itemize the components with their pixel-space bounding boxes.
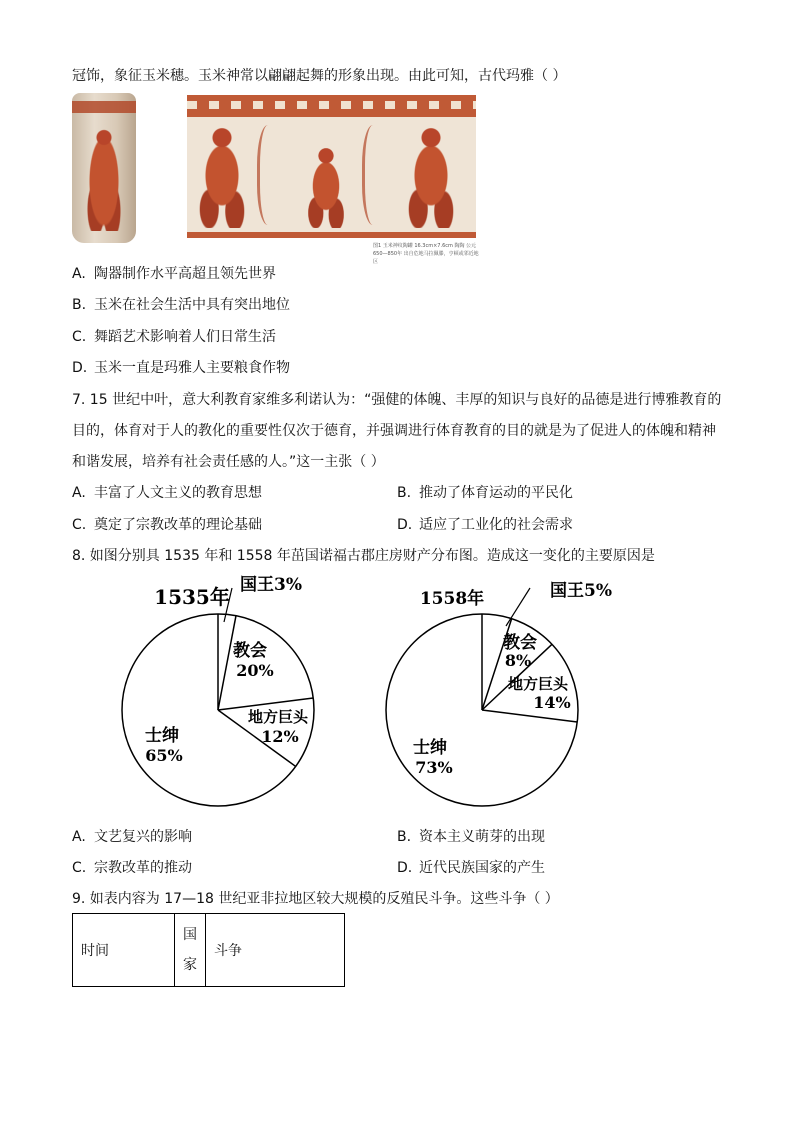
pie-slice-label: 地方巨头 — [507, 675, 569, 693]
pie-slice-value: 73% — [415, 758, 453, 777]
q6-stem-tail: 冠饰，象征玉米穗。玉米神常以翩翩起舞的形象出现。由此可知，古代玛雅（ ） — [72, 68, 567, 84]
q8-stem: 8. 如图分别具 1535 年和 1558 年茁国诺福古郡庄房财产分布图。造成这一变化的主要原因是 — [72, 548, 655, 564]
pie-slice-label: 士绅 — [145, 726, 179, 746]
pie-chart-1558 — [370, 570, 612, 810]
pie-slice-value: 20% — [236, 661, 274, 680]
q6-option-b: B. 玉米在社会生活中具有突出地位 — [72, 297, 290, 313]
pie-slice-value: 65% — [145, 746, 183, 765]
pie-slice-label: 国王5% — [550, 581, 612, 601]
pie-slice-value: 14% — [533, 693, 571, 712]
pie-slice-value: 8% — [504, 651, 532, 670]
q7-option-c: C. 奠定了宗教改革的理论基础 — [72, 517, 262, 533]
q8-option-a: A. 文艺复兴的影响 — [72, 829, 192, 845]
pie-slice-label: 教会 — [233, 641, 267, 661]
maize-god-frieze-image — [187, 95, 476, 238]
image-caption: 图1 玉米神纹陶罐 16.3cm×7.6cm 陶陶 公元650—850年 出自危地马拉佩滕，亨顿或邻近地区 — [373, 243, 479, 265]
q7-stem-line-2: 目的，体育对于人的教化的重要性仅次于德育，并强调进行体育教育的目的就是为了促进人的体魄和精神 — [72, 423, 716, 439]
pie-slice-label: 士绅 — [413, 738, 447, 758]
table-header-time: 时间 — [73, 914, 175, 987]
q6-option-c: C. 舞蹈艺术影响着人们日常生活 — [72, 329, 276, 345]
q9-table — [72, 913, 345, 987]
q8-option-b: B. 资本主义萌芽的出现 — [397, 829, 545, 845]
q9-stem: 9. 如表内容为 17—18 世纪亚非拉地区较大规模的反殖民斗争。这些斗争（ ） — [72, 891, 559, 907]
q7-option-d: D. 适应了工业化的社会需求 — [397, 517, 573, 533]
table-header-row — [73, 914, 345, 987]
q7-stem-line-3: 和谐发展，培养有社会责任感的人。”这一主张（ ） — [72, 454, 385, 470]
q8-option-d: D. 近代民族国家的产生 — [397, 860, 545, 876]
q7-stem-line-1: 7. 15 世纪中叶，意大利教育家维多利诺认为：“强健的体魄、丰厚的知识与良好的品德是进行博雅教育的 — [72, 392, 722, 408]
table-header-struggle: 斗争 — [206, 914, 345, 987]
q7-option-b: B. 推动了体育运动的平民化 — [397, 485, 573, 501]
q7-option-a: A. 丰富了人文主义的教育思想 — [72, 485, 262, 501]
maya-vase-image — [72, 93, 136, 243]
pie-title: 1558年 — [419, 589, 485, 609]
pie-slice-label: 地方巨头 — [247, 708, 309, 726]
q8-option-c: C. 宗教改革的推动 — [72, 860, 192, 876]
pie-title: 1535年 — [154, 585, 230, 609]
pie-slice-label: 教会 — [503, 633, 537, 653]
pie-slice-value: 12% — [261, 727, 299, 746]
q6-option-a: A. 陶器制作水平高超且领先世界 — [72, 266, 276, 282]
pie-slice-label: 国王3% — [240, 575, 302, 595]
pie-chart-1535 — [100, 570, 330, 810]
table-header-country: 国家 — [175, 914, 206, 987]
q6-option-d: D. 玉米一直是玛雅人主要粮食作物 — [72, 360, 290, 376]
